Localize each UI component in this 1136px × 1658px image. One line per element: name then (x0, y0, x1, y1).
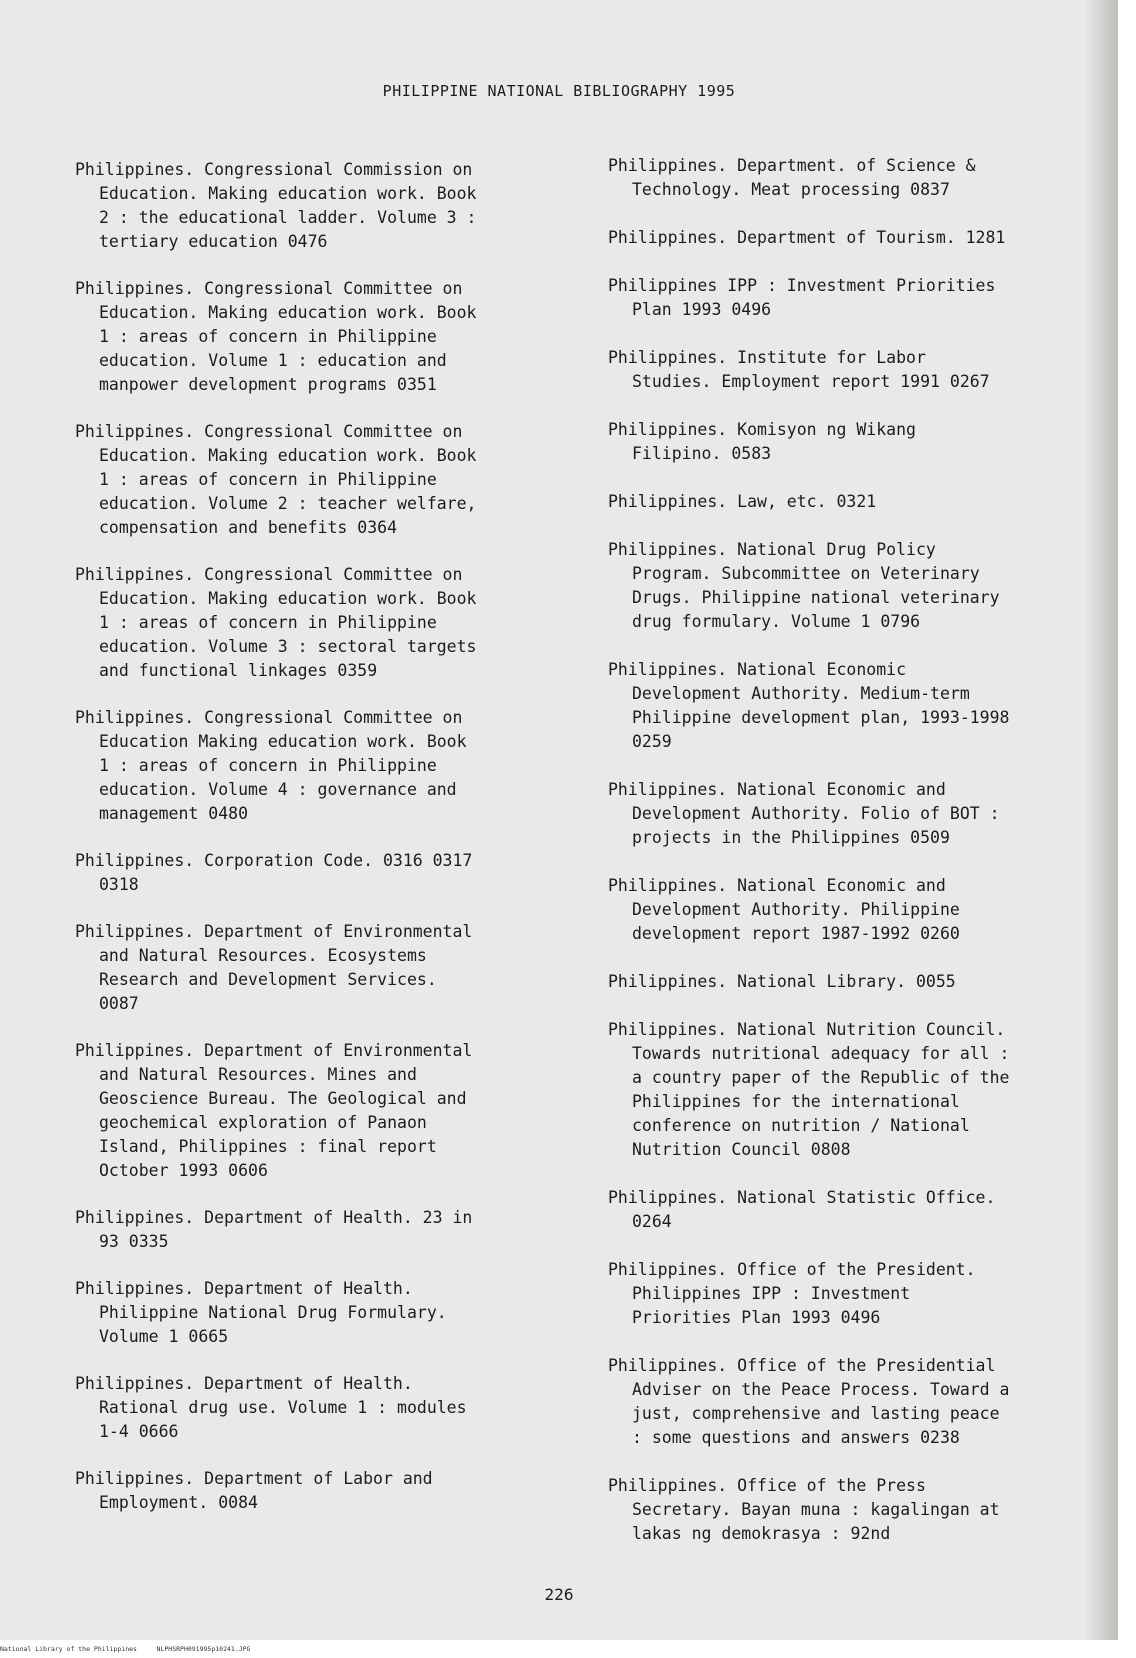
page-number: 226 (544, 1585, 574, 1604)
bibliography-entry: Philippines. Department of Health. Rational drug use. Volume 1 : modules 1-4 0666 (75, 1374, 467, 1441)
right-column (608, 154, 1098, 1570)
bibliography-entry: Philippines. Department of Labor and Employment. 0084 (75, 1469, 433, 1512)
bibliography-entry: Philippines. Department. of Science & Technology. Meat processing 0837 (608, 156, 976, 199)
bibliography-entry: Philippines. Law, etc. 0321 (608, 492, 877, 511)
bibliography-entry: Philippines. Office of the Press Secretary. Bayan muna : kagalingan at lakas ng demokrasya : 92nd (608, 1476, 1000, 1543)
footer-library: National Library of the Philippines (0, 1645, 137, 1653)
bibliography-entry: Philippines. Komisyon ng Wikang Filipino. 0583 (608, 420, 916, 463)
bibliography-entry: Philippines. Institute for Labor Studies. Employment report 1991 0267 (608, 348, 990, 391)
bibliography-entry: Philippines. Congressional Committee on Education Making education work. Book 1 : areas of concern in Philippine education. Volume 4 : governance and management 0480 (75, 708, 467, 823)
bibliography-entry: Philippines. Congressional Committee on Education. Making education work. Book 1 : areas of concern in Philippine education. Volume 2 : teacher welfare, compensation and benefits 0364 (75, 422, 477, 537)
bibliography-entry: Philippines. Department of Environmental and Natural Resources. Ecosystems Research and Development Services. 0087 (75, 922, 473, 1013)
bibliography-entry: Philippines. National Economic Development Authority. Medium-term Philippine development plan, 1993-1998 0259 (608, 660, 1010, 751)
bibliography-entry: Philippines. National Economic and Development Authority. Philippine development report 1987-1992 0260 (608, 876, 960, 943)
bibliography-entry: Philippines. Department of Environmental and Natural Resources. Mines and Geoscience Bureau. The Geological and geochemical exploration of Panaon Island, Philippines : final report October 1993 0606 (75, 1041, 473, 1180)
bibliography-entry: Philippines. Congressional Committee on Education. Making education work. Book 1 : areas of concern in Philippine education. Volume 3 : sectoral targets and functional linkages 0359 (75, 565, 477, 680)
bibliography-entry: Philippines. National Economic and Development Authority. Folio of BOT : projects in the Philippines 0509 (608, 780, 1000, 847)
bibliography-entry: Philippines. National Library. 0055 (608, 972, 956, 991)
bibliography-entry: Philippines. National Drug Policy Program. Subcommittee on Veterinary Drugs. Philippine national veterinary drug formulary. Volume 1 0796 (608, 540, 1000, 631)
bibliography-entry: Philippines. Office of the Presidential Adviser on the Peace Process. Toward a just, comprehensive and lasting peace : some questions and answers 0238 (608, 1356, 1010, 1447)
left-column (75, 158, 565, 1538)
bibliography-entry: Philippines IPP : Investment Priorities Plan 1993 0496 (608, 276, 996, 319)
page-title: PHILIPPINE NATIONAL BIBLIOGRAPHY 1995 (382, 82, 736, 100)
bibliography-entry: Philippines. Department of Tourism. 1281 (608, 228, 1006, 247)
bibliography-entry: Philippines. Congressional Committee on Education. Making education work. Book 1 : areas of concern in Philippine education. Volume 1 : education and manpower development programs 0351 (75, 279, 477, 394)
bibliography-entry: Philippines. National Statistic Office. 0264 (608, 1188, 996, 1231)
bibliography-entry: Philippines. Corporation Code. 0316 0317 0318 (75, 851, 473, 894)
footer-filename: NLPHSRPH091995p10241.JPG (156, 1645, 251, 1653)
bibliography-entry: Philippines. Department of Health. Philippine National Drug Formulary. Volume 1 0665 (75, 1279, 447, 1346)
bibliography-entry: Philippines. Congressional Commission on Education. Making education work. Book 2 : the educational ladder. Volume 3 : tertiary education 0476 (75, 160, 477, 251)
scan-footer (0, 1645, 1136, 1653)
bibliography-entry: Philippines. Department of Health. 23 in 93 0335 (75, 1208, 473, 1251)
bibliography-entry: Philippines. National Nutrition Council. Towards nutritional adequacy for all : a country paper of the Republic of the Philippines for the international conference on nutrition / National Nutrition Council 0808 (608, 1020, 1010, 1159)
bibliography-entry: Philippines. Office of the President. Philippines IPP : Investment Priorities Plan 1993 0496 (608, 1260, 976, 1327)
